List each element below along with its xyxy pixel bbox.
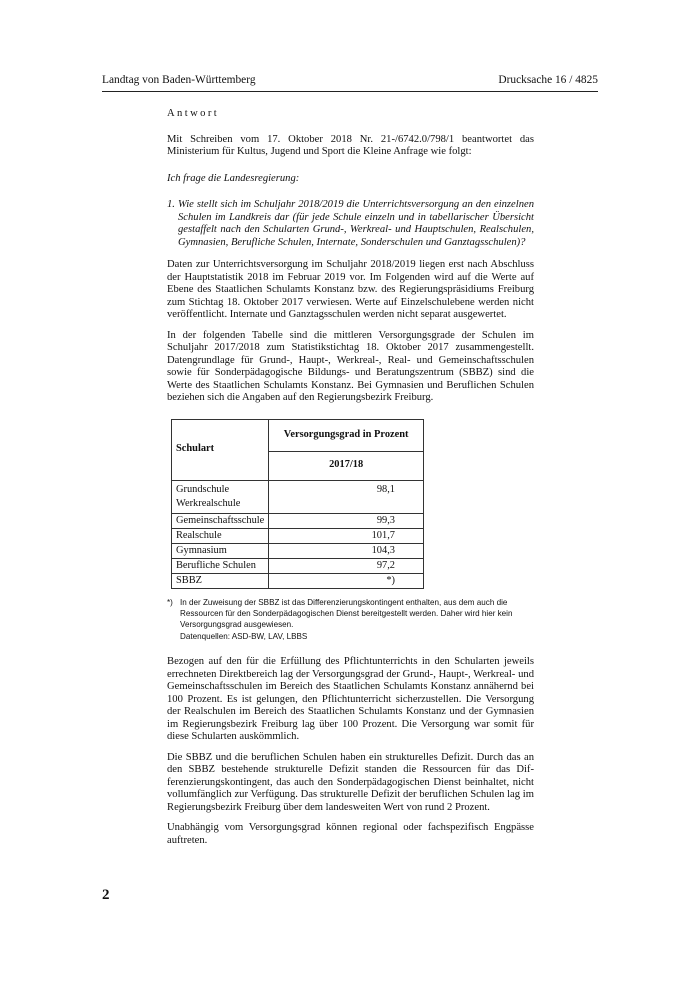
row-name: Berufliche Schulen	[172, 558, 269, 573]
row-value: 97,2	[269, 558, 424, 573]
footnote-text: In der Zuweisung der SBBZ ist das Differenzierungskontingent enthalten, aus dem auch die Ressourcen für den Sonderpädagogischen Dienst bereitgestellt werden. Daher wird hier kein Versorgungsgrad ausgewiesen.	[180, 597, 513, 630]
question-text: Wie stellt sich im Schuljahr 2018/2019 die Unterrichtsversorgung an den einzelnen Schulen im Landkreis dar (für jede Schule einzeln und in tabellarischer Übersicht gestaffelt nach den Schularten Grund-, Werkreal- und Hauptschulen, Realschulen, Gymnasien, Berufliche Schulen, Internate, Sonderschulen und Ganztagsschulen)?	[178, 199, 534, 248]
group-header: Versorgungsgrad in Prozent	[269, 419, 424, 451]
answer-heading: Antwort	[167, 108, 220, 119]
header-right: Drucksache 16 / 4825	[498, 74, 598, 86]
row-value: 101,7	[269, 528, 424, 543]
table-row	[172, 528, 424, 543]
row-name: Realschule	[172, 528, 269, 543]
header-left: Landtag von Baden-Württemberg	[102, 74, 256, 86]
row-name: SBBZ	[172, 573, 269, 588]
paragraph-structural-deficit: Die SBBZ und die beruflichen Schulen haben ein strukturelles Defizit. Durch das an den SBBZ bestehende strukturelle Defizit standen die Ressourcen für das Differenzierungskontingent, das auch den Sonderpädagogischen Dienst beinhaltet, nicht vollumfänglich zur Verfügung. Das strukturelle Defizit der beruflichen Schulen lag im Regierungsbezirk Freiburg über dem landesweiten Wert von rund 2 Prozent.	[167, 751, 534, 813]
footnote-sources: Datenquellen: ASD-BW, LAV, LBBS	[180, 631, 308, 641]
row-name: Gymnasium	[172, 543, 269, 558]
intro-paragraph: Mit Schreiben vom 17. Oktober 2018 Nr. 21-/6742.0/798/1 beantwortet das Ministerium für Kultus, Jugend und Sport die Kleine Anfrage wie folgt:	[167, 133, 534, 157]
question-number: 1.	[167, 199, 175, 210]
paragraph-supply-level: Bezogen auf den für die Erfüllung des Pflichtunterrichts in den Schularten jeweils errechneten Direktbereich lag der Versorgungsgrad der Grund-, Haupt-, Werkreal- und Gemeinschaftsschulen im Bereich des Staatlichen Schulamts Konstanz annähernd bei 100 Prozent. Es ist gelungen, den Pflichtunterricht sicherzustellen. Die Versorgung der Realschulen im Bereich des Staatlichen Schulamts Konstanz und der Gymnasien im Regierungsbezirk Freiburg lag über 100 Prozent. Die Versorgung war somit für diese Schularten auskömmlich.	[167, 656, 534, 743]
table-row	[172, 558, 424, 573]
table-row	[172, 573, 424, 588]
question	[167, 199, 534, 249]
footnote-marker: *)	[167, 597, 173, 607]
table-row	[172, 513, 424, 528]
row-value: 98,1	[269, 480, 424, 513]
question-lead: Ich frage die Landesregierung:	[167, 172, 300, 184]
table-footnote	[167, 597, 534, 643]
paragraph-bottlenecks: Unabhängig vom Versorgungsgrad können regional oder fachspezifisch Engpässe auftreten.	[167, 822, 534, 846]
page-header	[102, 74, 598, 90]
table-row	[172, 480, 424, 513]
page-content	[167, 108, 534, 855]
table-row	[172, 543, 424, 558]
supply-table	[171, 419, 424, 589]
row-name: Grundschule Werkrealschule	[172, 480, 269, 513]
col-header-schulart: Schulart	[172, 419, 269, 480]
page-number: 2	[102, 887, 110, 903]
row-value: 99,3	[269, 513, 424, 528]
year-header: 2017/18	[269, 451, 424, 480]
row-name: Gemeinschaftsschule	[172, 513, 269, 528]
paragraph-data-availability: Daten zur Unterrichtsversorgung im Schuljahr 2018/2019 liegen erst nach Abschluss der Hauptstatistik 2018 im Februar 2019 vor. Im Folgenden wird auf die Werte auf Ebene des Staatlichen Schulamts Konstanz bzw. des Regierungspräsidiums Freiburg zum Stichtag 18. Oktober 2017 verwiesen. Werte auf Einzelschulebene werden nicht veröffentlicht. Internate und Ganztagsschulen werden nicht separat ausgewertet.	[167, 259, 534, 320]
row-value: *)	[269, 573, 424, 588]
header-rule	[102, 91, 598, 92]
paragraph-table-intro: In der folgenden Tabelle sind die mittleren Versorgungsgrade der Schulen im Schuljahr 2017/2018 zum Statistikstichtag 18. Oktober 2017 zusammengestellt. Datengrundlage für Grund-, Haupt-, Werkreal-, Real- und Gemeinschaftsschulen sowie für Sonderpädagogische Bildungs- und Beratungszentrum (SBBZ) sind die Werte des Staatlichen Schulamts Konstanz. Bei Gymnasien und Beruflichen Schulen beziehen sich die Angaben auf den Regierungsbezirk Freiburg.	[167, 329, 534, 403]
row-value: 104,3	[269, 543, 424, 558]
